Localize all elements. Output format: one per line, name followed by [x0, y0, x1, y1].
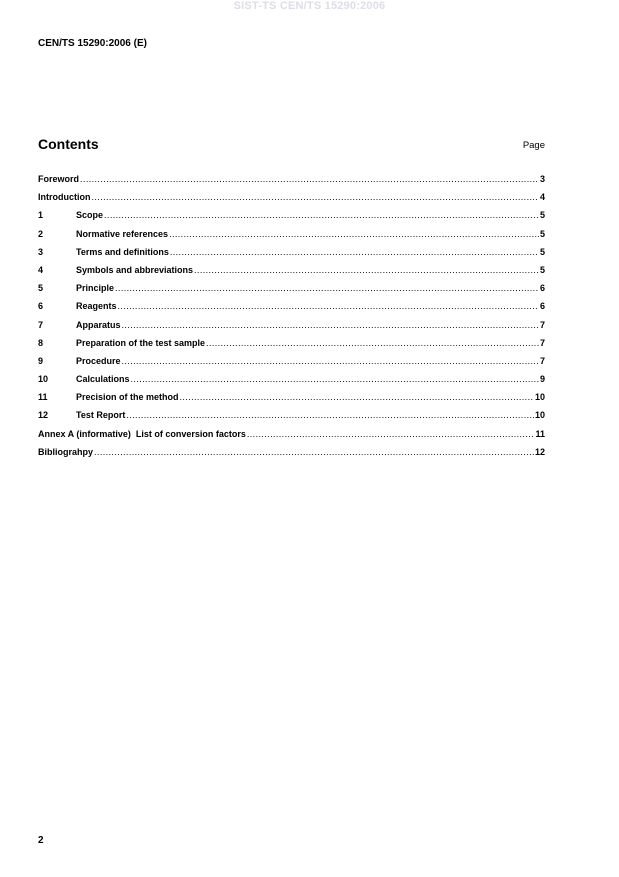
- dot-leader: [206, 338, 539, 348]
- toc-entry-procedure[interactable]: [38, 356, 545, 374]
- toc-entry-page: 9: [539, 374, 545, 385]
- toc-entry-title: Introduction: [38, 192, 91, 203]
- table-of-contents: [38, 174, 545, 465]
- toc-entry-test-report[interactable]: [38, 410, 545, 428]
- toc-entry-title: Foreword: [38, 174, 80, 184]
- toc-entry-number: 1: [38, 210, 44, 221]
- toc-entry-page: 7: [539, 355, 545, 366]
- toc-entry-page: 5: [539, 210, 545, 221]
- toc-entry-page: 10: [534, 410, 545, 421]
- toc-entry-title: Reagents: [76, 301, 117, 312]
- page-number: 2: [38, 835, 44, 846]
- toc-entry-reagents[interactable]: [38, 301, 545, 319]
- toc-entry-title: Normative references: [76, 228, 169, 239]
- toc-entry-page: 4: [539, 192, 545, 203]
- dot-leader: [104, 210, 539, 220]
- toc-entry-page: 6: [539, 283, 545, 294]
- page-column-label: Page: [522, 140, 545, 151]
- toc-entry-page: 7: [539, 337, 545, 348]
- toc-entry-number: 9: [38, 355, 44, 366]
- toc-entry-page: 5: [539, 246, 545, 257]
- dot-leader: [180, 392, 534, 402]
- toc-entry-title: Precision of the method: [76, 392, 179, 403]
- toc-entry-page: 3: [539, 174, 545, 184]
- toc-entry-preparation-of-test-sample[interactable]: [38, 338, 545, 356]
- dot-leader: [80, 174, 539, 184]
- contents-heading: Contents: [38, 136, 99, 152]
- toc-entry-number: 8: [38, 337, 44, 348]
- toc-entry-title: Principle: [76, 283, 115, 294]
- toc-entry-number: 3: [38, 246, 44, 257]
- toc-entry-introduction[interactable]: [38, 192, 545, 210]
- dot-leader: [126, 410, 534, 420]
- toc-entry-title: Bibliograhpy: [38, 446, 94, 457]
- dot-leader: [122, 356, 539, 366]
- toc-entry-terms-and-definitions[interactable]: [38, 247, 545, 265]
- toc-entry-number: 7: [38, 319, 44, 330]
- toc-entry-normative-references[interactable]: [38, 229, 545, 247]
- dot-leader: [247, 429, 535, 439]
- dot-leader: [169, 229, 539, 239]
- toc-entry-calculations[interactable]: [38, 374, 545, 392]
- toc-entry-page: 12: [534, 446, 545, 457]
- toc-entry-title: Symbols and abbreviations: [76, 264, 194, 275]
- toc-entry-foreword[interactable]: [38, 174, 545, 192]
- toc-entry-number: 12: [38, 410, 49, 421]
- toc-entry-title: Test Report: [76, 410, 126, 421]
- dot-leader: [194, 265, 539, 275]
- toc-entry-scope[interactable]: [38, 210, 545, 228]
- document-id-header: CEN/TS 15290:2006 (E): [38, 38, 147, 49]
- toc-entry-number: 11: [38, 392, 48, 403]
- toc-entry-title: Preparation of the test sample: [76, 337, 206, 348]
- toc-entry-number: 2: [38, 228, 44, 239]
- toc-entry-title: Apparatus: [76, 319, 121, 330]
- toc-entry-title: Annex A (informative) List of conversion factors: [38, 428, 246, 439]
- dot-leader: [131, 374, 539, 384]
- toc-entry-precision-of-method[interactable]: [38, 392, 545, 410]
- dot-leader: [94, 447, 534, 457]
- toc-entry-principle[interactable]: [38, 283, 545, 301]
- toc-entry-title: Calculations: [76, 374, 130, 385]
- dot-leader: [170, 247, 539, 257]
- toc-entry-page: 7: [539, 319, 545, 330]
- dot-leader: [115, 283, 539, 293]
- toc-entry-number: 6: [38, 301, 44, 312]
- toc-entry-bibliography[interactable]: [38, 447, 545, 465]
- watermark-text: SIST-TS CEN/TS 15290:2006: [233, 0, 386, 12]
- toc-entry-title: Scope: [76, 210, 104, 221]
- dot-leader: [122, 320, 539, 330]
- toc-entry-page: 5: [539, 264, 545, 275]
- toc-entry-page: 5: [539, 228, 545, 239]
- toc-entry-apparatus[interactable]: [38, 320, 545, 338]
- dot-leader: [118, 301, 539, 311]
- dot-leader: [92, 192, 539, 202]
- toc-entry-page: 6: [539, 301, 545, 312]
- toc-entry-page: 11: [535, 428, 545, 439]
- toc-entry-title: Procedure: [76, 355, 121, 366]
- toc-entry-annex-a[interactable]: [38, 429, 545, 447]
- toc-entry-number: 4: [38, 264, 44, 275]
- toc-entry-number: 10: [38, 374, 49, 385]
- toc-entry-page: 10: [534, 392, 545, 403]
- toc-entry-number: 5: [38, 283, 44, 294]
- toc-entry-title: Terms and definitions: [76, 246, 169, 257]
- toc-entry-symbols-and-abbreviations[interactable]: [38, 265, 545, 283]
